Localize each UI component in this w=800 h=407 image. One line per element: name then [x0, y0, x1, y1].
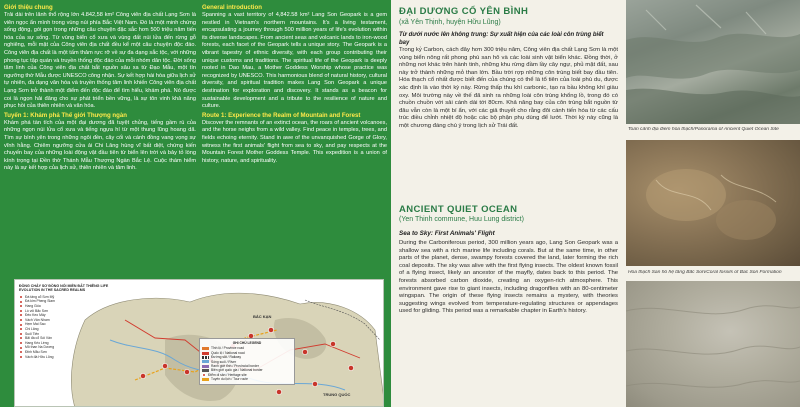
tour-route-swatch	[202, 378, 209, 381]
site-lead-vi: Từ dưới nước lên không trung: Sự xuất hiện của các loài côn trùng biết bay	[399, 32, 604, 46]
panorama-texture	[626, 0, 800, 124]
legend-row: Tỉnh lộ / Province road	[202, 346, 292, 350]
map-label-trung-quoc: TRUNG QUỐC	[323, 392, 351, 397]
map-site-item[interactable]: Đỉnh Mẫu Sơn	[19, 350, 127, 355]
site-marker-icon	[19, 355, 23, 359]
provincial-border-swatch	[202, 365, 209, 368]
railway-swatch	[202, 356, 209, 359]
map-site-item[interactable]: Hang Gióc	[19, 304, 127, 309]
heading-route-vi: Tuyến 1: Khám phá Thế giới Thượng ngàn	[4, 111, 127, 119]
legend-row: Quốc lộ / National road	[202, 351, 292, 355]
site-title-en: ANCIENT QUIET OCEAN	[399, 204, 518, 215]
route-map[interactable]	[14, 279, 384, 407]
map-site-item[interactable]: Đá tảng cổ Sơn Mỹ	[19, 295, 127, 300]
photo-panorama[interactable]	[626, 0, 800, 124]
heading-intro-en: General introduction	[202, 4, 262, 11]
map-site	[302, 349, 307, 354]
site-marker-icon	[19, 346, 23, 350]
coral-texture	[626, 140, 800, 266]
legend-row: Sông suối / River	[202, 360, 292, 364]
site-marker-icon	[19, 300, 23, 304]
legend-row: Điểm di sản / Heritage site	[202, 373, 292, 377]
intro-text-en: Spanning a vast territory of 4,842.58 km² Lang Son Geopark is a gem nestled in Vietnam's northern mountains. It's a living testament, encapsulating a journey through 500 million years of life's evolution within its diverse landscapes. From ancient seas and volcanic lands to iron-wood forests, each facet of the Geopark tells a unique story. The Geopark is a vibrant tapestry of ethnic diversity, with each group contributing their unique customs and traditions. The spiritual life of the Geopark is deeply rooted in Dao Mau, a Mother Goddess Worship whose practice was recognized by UNESCO. This harmonious blend of natural history, cultural diversity, and spiritual tradition makes Lang Son Geopark a unique destination for exploration and discovery. It stands as a beacon for sustainable development and a tribute to the resilience of nature and culture.	[202, 12, 387, 110]
map-site-item[interactable]: Lò vôi Bắc Sơn	[19, 309, 127, 314]
map-site	[348, 365, 353, 370]
site-subtitle-en: (Yen Thinh commune, Huu Lung district)	[399, 216, 524, 223]
site-marker-icon	[19, 309, 23, 313]
national-border-swatch	[202, 369, 209, 372]
photo-coral-fossil[interactable]	[626, 140, 800, 266]
map-site-item[interactable]: Mỏ than Na Dương	[19, 345, 127, 350]
map-site-item[interactable]: Suối Tiên	[19, 332, 127, 337]
heading-route-en: Route 1: Experience the Realm of Mountain and Forest	[202, 111, 361, 119]
legend-row: Đường sắt / Railway	[202, 355, 292, 359]
heading-intro-vi: Giới thiệu chung	[4, 4, 53, 11]
map-site	[312, 381, 317, 386]
map-site	[268, 327, 273, 332]
map-site	[140, 373, 145, 378]
map-site-item[interactable]: Chi Lăng	[19, 327, 127, 332]
site-marker-icon	[19, 323, 23, 327]
photo-caption-coral: Hóa thạch San hô hệ tầng Bắc Sơn/Coral fossils of Bac Son Formation	[628, 270, 782, 275]
photo-rock-surface[interactable]	[626, 281, 800, 407]
site-body-vi: Trong kỷ Carbon, cách đây hơn 300 triệu năm, Công viên địa chất Lạng Sơn là một vùng biển nông rất phong phú san hô và các loài sinh vật biển khác. Đồng thời, ở những nơi khác trên hành tinh, những khu rừng đầm lầy cây ngự, phủ mặt đất, sau này trở thành những mỏ than lớn. Bầu trời rợp những côn trùng biết bay đầu tiên. Hóa thạch cổ nhất được biết đến của chúng có thể là tổ tiên của loài phù du, được xác định là vào thời kỳ này. Rừng thấp thu khí carbonic, tạo ra bầu không khí giàu oxy. Môi trường này về thế đã sinh ra những loài côn trùng khổng lồ, trong đó có chuồn chuồn với sải cánh dài tới 80cm. Khả năng bay của côn trùng bắt nguồn từ đâu vẫn còn là một bí ẩn, với các giả thuyết cho rằng đôi cánh tiến hóa từ các cấu trúc điều chỉnh nhiệt độ hoặc các bộ phận phụ dùng để lướt. Thời kỳ này cũng là một chương đáng chú ý trong lịch sử Trái đất.	[399, 47, 618, 129]
map-site-item[interactable]: Hẹm Mai Sao	[19, 322, 127, 327]
national-road-swatch	[202, 352, 209, 355]
river-swatch	[202, 360, 209, 363]
photo-caption-panorama: Toàn cảnh địa điểm hóa thạch/Panorama of Ancient Quiet Ocean Site	[628, 127, 779, 132]
map-symbol-legend	[199, 338, 295, 385]
map-site	[276, 389, 281, 394]
column-vietnamese	[4, 3, 196, 173]
site-lead-en: Sea to Sky: First Animals' Flight	[399, 230, 495, 237]
site-marker-icon	[19, 332, 23, 336]
map-label-bac-kan: BẮC KẠN	[253, 314, 272, 319]
map-site-legend	[19, 284, 127, 359]
rock-texture	[626, 281, 800, 407]
column-english	[202, 3, 387, 165]
intro-text-vi: Trải dài trên lãnh thổ rộng lớn 4.842,58 km² Công viên địa chất Lạng Sơn là viên ngọc ẩn mình trong vùng núi phía Bắc Việt Nam. Đó là một minh chứng sống động, gói gọn trong những câu chuyện đặc sắc hơn 500 triệu năm tiến hóa của sự sống. Từ vùng biển cổ xưa và vùng đất núi lửa đến rừng gỗ nghiêng, mỗi mặt của Công viên địa chất đều kể một câu chuyện độc đáo. Công viên địa chất là một tấm thảm rực rỡ về sự đa dạng sắc tộc, với những phong tục tập quán và truyền thống độc đáo của mỗi nhóm dân tộc. Đời sống tâm linh của Công viên địa chất bắt nguồn sâu xa từ Đạo Mẫu, một tín ngưỡng thờ Mẫu được UNESCO công nhận. Sự kết hợp hài hòa giữa lịch sử tự nhiên, đa dạng văn hóa và truyền thống tâm linh khiến Công viên địa chất Lạng Sơn trở thành một điểm đến độc đáo để tìm hiểu, khám phá. Nó được coi là ngọn hải đăng cho sự phát triển bền vững, là sự tôn vinh khả năng phục hồi của thiên nhiên và văn hóa.	[4, 12, 196, 110]
map-legend-title: ĐỒNG CHẢY SƠ ĐỒNG NÓI MIỀN ĐẤT THIÊNG LIFE EVOLUTION IN THE SACRED REALMS	[19, 284, 109, 293]
map-site-item[interactable]: Bãi đá cổ Sói Vân	[19, 336, 127, 341]
legend-row: Biên giới quốc gia / National border	[202, 368, 292, 372]
site-subtitle-vi: (xã Yên Thịnh, huyện Hữu Lũng)	[399, 19, 501, 26]
map-site-item[interactable]: Đá kim Pheng Slam	[19, 299, 127, 304]
legend-row: Tuyến du lịch / Tour route	[202, 377, 292, 381]
legend-row: Ranh giới tỉnh / Provincial border	[202, 364, 292, 368]
map-symbol-legend-title: GHI CHÚ LEGEND	[232, 341, 262, 345]
map-site	[330, 341, 335, 346]
province-road-swatch	[202, 347, 209, 350]
map-site-item[interactable]: Hang Kéo Lèng	[19, 341, 127, 346]
site-title-vi: ĐẠI DƯƠNG CỔ YÊN BÌNH	[399, 6, 529, 17]
map-site	[162, 363, 167, 368]
map-site	[184, 369, 189, 374]
map-site-item[interactable]: Vách Vân Nham	[19, 318, 127, 323]
route-text-en: Discover the remnants of an extinct ocean, the roars of ancient volcanoes, and the horse neighs from a wild valley. Find peace in temples, trees, and fields echoing eternity. Stand in awe of the unvanquished Gorge of Glory, witness the first animals' flight from sea to sky, and pay respects at the Mountain Forest Mother Goddess Temple. This expedition is a union of history, nature, and spirituality.	[202, 119, 387, 164]
site-body-en: During the Carboniferous period, 300 million years ago, Lang Son Geopark was a shallow sea with a rich marine life including corals. But at the same time, in other parts of the planet, dense, swampy forests covered the land, later forming the rich coal deposits. The sky was alive with the first flying insects. The oldest known fossil of a flying insect, likely an ancestor of the mayfly, dates back to this period. The forests absorbed carbon dioxide, creating an oxygen-rich atmosphere. This environment gave rise to giant insects, including dragonflies with an 80-centimeter wingspan. The origin of these flying insects remains a mystery, with theories suggesting wings evolved from temperature-regulating structures or appendages used for gliding. This period was a remarkable chapter in Earth's history.	[399, 240, 618, 315]
map-site-item[interactable]: Vách đá Hữu Lũng	[19, 355, 127, 360]
map-site-item[interactable]: Đèo Keo Mây	[19, 313, 127, 318]
route-text-vi: Khám phá tàn tích của một đại dương đã tuyệt chủng, tiếng gầm rú của những ngọn núi lửa cổ xưa và tiếng ngựa hí từ một thung lũng hoang dã. Tìm sự bình yên trong những ngôi đền, cây cối và cánh đồng vang vọng sự vĩnh hằng. Chiêm ngưỡng cửa ải Chi Lăng hùng vĩ bất diệt, chứng kiến chuyến bay của những loài động vật đầu tiên từ biển lên trời và bảy tỏ lòng kính trọng tại Đền thờ Thánh Mẫu Thượng Ngàn Bắc Lệ. Cuộc thám hiểm này là sự kết hợp của lịch sử, thiên nhiên và tâm linh.	[4, 119, 196, 172]
